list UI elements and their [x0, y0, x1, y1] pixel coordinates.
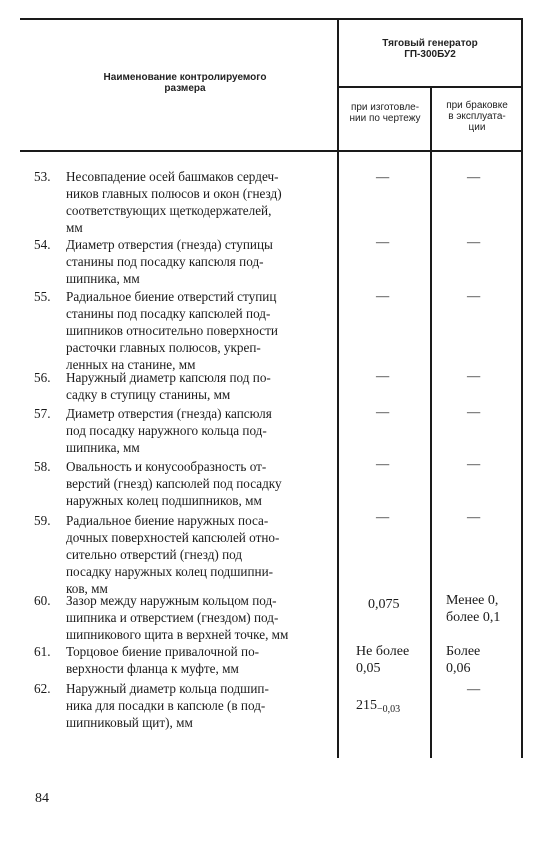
manufacture-value: — — [376, 288, 390, 303]
row-description: Радиальное биение наружных поса- дочных поверхностей капсюлей отно- сительно отверстий (гнезд) под посадку наружных колец подшипни- ков, мм — [66, 513, 280, 596]
manufacture-value: Не более 0,05 — [356, 644, 410, 676]
header-bottom-rule — [20, 150, 522, 152]
rejection-value: — — [467, 456, 481, 471]
manufacture-value: — — [376, 169, 390, 184]
rejection-value: — — [467, 509, 481, 524]
row-description: Диаметр отверстия (гнезда) ступицы станины под посадку капсюля под- шипника, мм — [66, 237, 273, 286]
rejection-value: — — [467, 404, 481, 419]
rejection-value: — — [467, 368, 481, 383]
row-number: 61. — [34, 644, 51, 659]
row-description: Зазор между наружным кольцом под- шипника и отверстием (гнездом) под- шипникового щита в верхней точке, мм — [66, 593, 289, 642]
manufacture-value: — — [376, 509, 390, 524]
name-column-header: Наименование контролируемого размера — [103, 72, 267, 94]
manufacture-value: 0,075 — [368, 597, 400, 612]
manufacture-value — [356, 680, 400, 718]
row-description: Торцовое биение привалочной по- верхности фланца к муфте, мм — [66, 644, 260, 676]
row-number: 60. — [34, 593, 51, 608]
row-description: Несовпадение осей башмаков сердеч- ников главных полюсов и окон (гнезд) соответствующих щеткодержателей, мм — [66, 169, 282, 235]
row-description: Радиальное биение отверстий ступиц станины под посадку капсюлей под- шипников относительно поверхности расточки главных полюсов, укреп- ленных на станине, мм — [66, 289, 278, 372]
rejection-column-header: при браковке в эксплуата- ции — [446, 100, 508, 133]
column-divider-2 — [430, 86, 432, 758]
rejection-value: Более 0,06 — [446, 644, 481, 676]
rejection-value: — — [467, 234, 481, 249]
manufacture-value: — — [376, 234, 390, 249]
manufacture-value: — — [376, 456, 390, 471]
rejection-value: Менее 0, более 0,1 — [446, 593, 501, 625]
row-description: Наружный диаметр капсюля под по- садку в ступицу станины, мм — [66, 370, 271, 402]
row-number: 62. — [34, 681, 51, 696]
table-top-rule — [20, 18, 522, 20]
manufacture-value: — — [376, 404, 390, 419]
row-description: Наружный диаметр кольца подшип- ника для посадки в капсюле (в под- шипниковый щит), мм — [66, 681, 269, 730]
rejection-value: — — [467, 169, 481, 184]
row-description: Диаметр отверстия (гнезда) капсюля под посадку наружного кольца под- шипника, мм — [66, 406, 272, 455]
manufacture-column-header: при изготовле- нии по чертежу — [349, 102, 421, 124]
row-number: 53. — [34, 169, 51, 184]
row-number: 59. — [34, 513, 51, 528]
rejection-value: — — [467, 681, 481, 696]
generator-header: Тяговый генератор ГП-300БУ2 — [382, 38, 478, 60]
row-number: 58. — [34, 459, 51, 474]
row-number: 54. — [34, 237, 51, 252]
tolerance-subscript: −0,03 — [377, 704, 401, 715]
row-number: 55. — [34, 289, 51, 304]
row-number: 57. — [34, 406, 51, 421]
row-number: 56. — [34, 370, 51, 385]
row-description: Овальность и конусообразность от- верстий (гнезд) капсюлей под посадку наружных колец подшипников, мм — [66, 459, 282, 508]
rejection-value: — — [467, 288, 481, 303]
page-number: 84 — [35, 791, 49, 806]
nominal-diameter: 215 — [356, 698, 377, 713]
manufacture-value: — — [376, 368, 390, 383]
